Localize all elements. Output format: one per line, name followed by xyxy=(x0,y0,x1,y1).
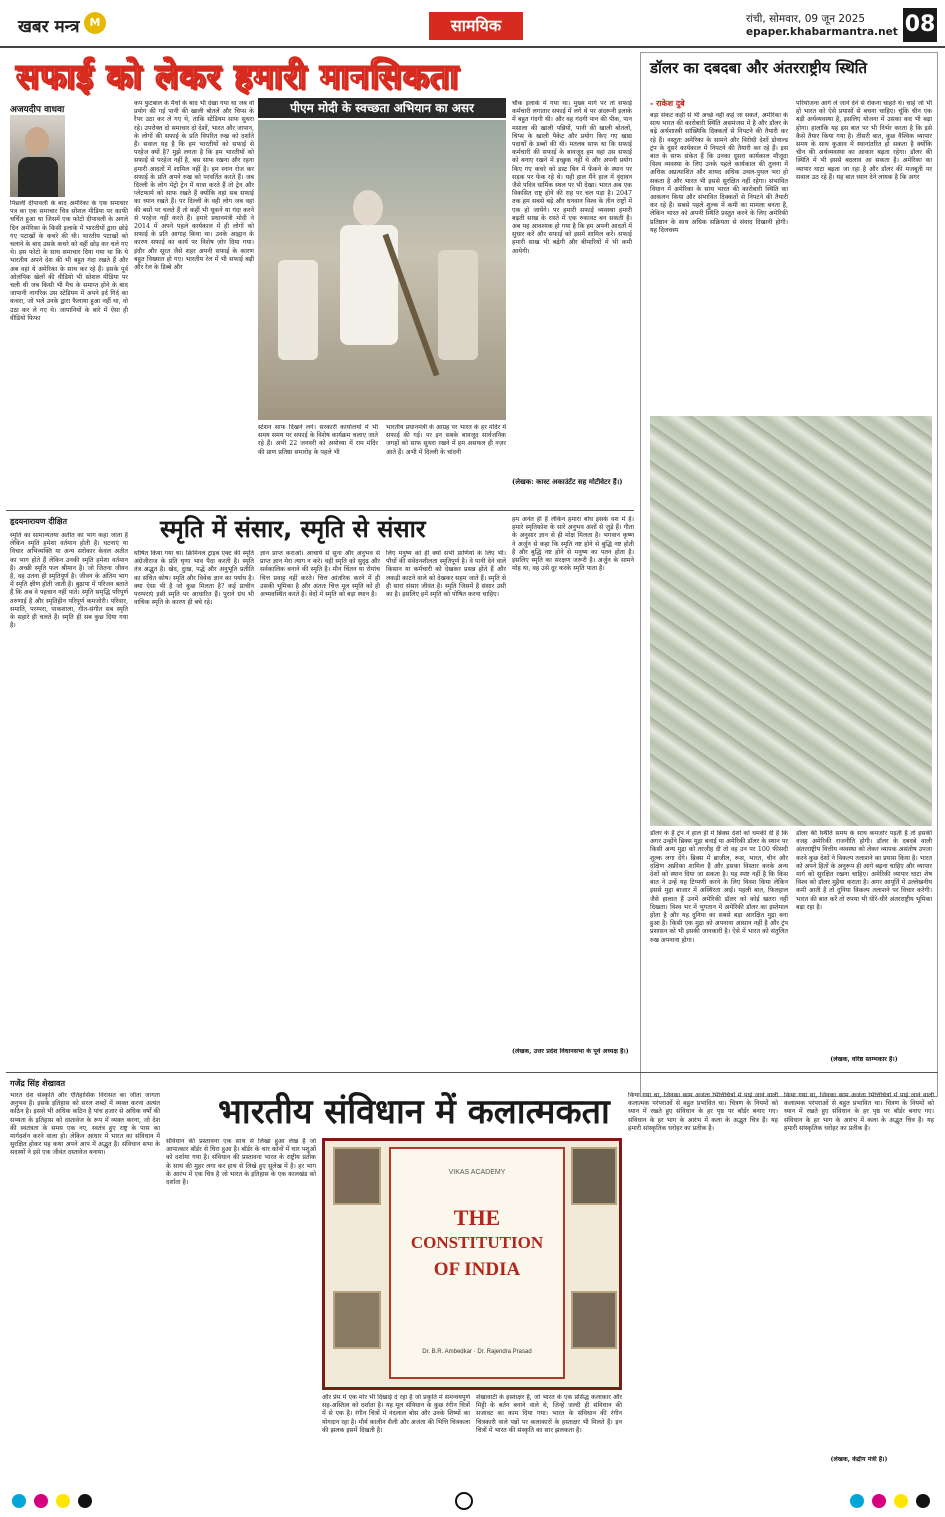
article2-col4: डॉलर की स्थिति समय के साथ कमजोर पड़ती है तो इसकी वजह अमेरिकी राजनीति होगी। डॉलर के दबदबे वाली अंतरराष्ट्रीय वित्तीय व्यवस्था को लेकर व्यापक असंतोष उपजा करने कुछ देशों ने विकल्प तलाशने का प्रयास किया है। भारत को अपने हितों के अनुरूप ही आगे बढ़ना चाहिए और व्यापार मार्ग को सुरक्षित रखना चाहिए। अमेरिकी व्यापार घाटा शेष विश्व को डॉलर मुहैया कराता है। अगर आपूर्ति में उल्लेखनीय कमी आती है तो दुनिया विकल्प तलाशने पर विचार करेगी। भारत की बात करें तो रुपया भी धीरे-धीरे अंतरराष्ट्रीय भूमिका बढ़ा रहा है। xyxy=(796,830,932,911)
article3-headline[interactable]: स्मृति में संसार, स्मृति से संसार xyxy=(160,515,426,543)
brand-name: खबर मन्त्र xyxy=(18,17,80,37)
article3-author: हृदयनारायण दीक्षित xyxy=(10,517,68,526)
article1-col1: पिछली दीपावली के बाद अमेरिका के एक समाचार पत्र का एक समाचार चित्र सोशल मीडिया पर काफी चर्चित हुआ था जिसमें एक फोटो दीपावली के अगले दिन अमेरिका के किसी इलाके में भारतीयों द्वारा छोड़े गए पटाखों के कचरे की थी। भारतीय पटाखों को चलाने के बाद उसके कचरे को वहीं छोड़ कर चले गए थे। इस फोटो के साथ समाचार दिया गया था कि ये भारतीय अपने देश की भी बहुत गंदा रखते हैं और अब वहां ये अमेरिका के साथ कर रहे हैं। इसके पूर्व ओलंपिक खेलों की वीडियो भी सोशल मीडिया पर चली थी जब किसी भी मैच के समाप्त होने के बाद जापानी नागरिक उस स्टेडियम में अपने इर्द गिर्द का कचरा, जो भले उनके द्वारा फैलाया हुआ नहीं था, वो उठा कर ले गए थे। जापानियों के बारे में ऐसा ही वीडियो फिफा xyxy=(10,200,128,322)
section-tag: सामयिक xyxy=(429,12,523,40)
article1-author: अजयदीप वाधवा xyxy=(10,105,65,115)
registration-dot-yellow-2 xyxy=(894,1494,908,1508)
article1-col5: चौक इलाके में गया था। मुख्य मार्ग पर तो सफाई कर्मचारी लगातार सफाई में लगे थे पर अंदरूनी इलाके में बहुत गंदगी थी। और वह गंदगी पान की पीक, पान मसाला की खाली पन्नियों, पानी की खाली बोतलों, चिप्स के खाली पैकेट और प्रयोग किए गए खाद्य पदार्थों के डब्बों की थी। मतलब साफ था कि सफाई कर्मचारी की सफाई के बावजूद हम वहां उस सफाई को बनाए रखने में इच्छुक नहीं थे और अपनी प्रयोग किए गए कचरे को डस्ट बिन में फेंकने के स्थान पर सड़क पर फेंक रहे थे। यही हाल मैंने हाल में वृंदावन जैसे पवित्र धार्मिक स्थल पर भी देखा। भारत अब एक विकसित राष्ट्र होने की राह पर चल पड़ा है। 2047 तक हम सबसे बड़े और धनवान विश्व के तीन राष्ट्रों में एक हो जायेंगे। पर हमारी सफाई व्यवस्था हमारी बढ़ती साख के रास्ते में एक रुकावट बन सकती है। अब यह आवश्यक हो गया है कि हम अपनी आदतों में सुधार करें और सफाई को इसमें शामिल करें। सफाई हमारी साख भी बढ़ेगी और बीमारियों में भी कमी आयेगी। xyxy=(512,100,632,255)
print-marks-bar xyxy=(0,1486,945,1517)
article2-col1: बड़ा संकट कहीं से भी अच्छे नहीं कहे जा सकते, अमेरिका के साथ भारत की कारोबारी स्थिति असमंजस में है और डॉलर के बढ़े अर्थशास्त्री सांख्यिकि दिक्कतों से निपटने की तैयारी कर रहे हैं। वस्तुतः अमेरिका के सामने और विरोधी देशों डोनाल्ड ट्रंप के दूसरे कार्यकाल में निपटने की तैयारी कर रहे हैं। इस बात के साफ संकेत हैं कि उनका दूसरा कार्यकाल मौजूदा विश्व व्यवस्था के लिए उनके पहले कार्यकाल की तुलना में अधिक अप्रत्याशित और शायद अधिक उथल-पुथल भरा हो सकता है और भारत भी इससे सुरक्षित नहीं रहेगा। संभावित विधान में अमेरिका के साथ भारत की कारोबारी स्थिति का आकलन किया और संभावित दिक्कतों से निपटने की तैयारी कर रहे हैं। सबसे पहले शुल्क में कमी का मामला बनता है, लेकिन भारत को अपनी स्थिति प्रस्तुत करने के लिए अमेरिकी प्रतिष्ठान के साथ अधिक सक्रियता से संवाद दिखानी होगी। यह दिलचस्प xyxy=(650,112,788,234)
registration-target-icon xyxy=(455,1492,473,1510)
article1-col2: कप फुटबाल के मैचों के बाद भी देखा गया था जब वो प्रयोग की गई पानी की खाली बोतलें और चिप्स के रैपर उठा कर ले गए थे, ताकि स्टेडियम साफ सुथरा रहे। उपरोक्त दो समाचार दो देशों, भारत और जापान, के लोगों की सफाई के प्रति विपरित रुख को दर्शाते हैं। सवाल यह है कि हम भारतीयों को सफाई से परहेज क्यों है? मुझे लगता है कि हम भारतीयों को सफाई से परहेज नहीं है, बस साफ रखना और रहना हमारी आदतों में शामिल नहीं है। हम स्नान रोज कर सफाई के प्रति अपने रुख को परवर्तित करते हैं। जब दिल्ली के लोग मेट्रो ट्रेन में यात्रा करते हैं तो ट्रेन और प्लेटफार्म को साफ रखते हैं क्योंकि वहां सब सफाई का ध्यान रखते हैं। पर दिल्ली के वही लोग जब वहां की बसों पर चलते हैं तो कहीं भी थूकने या गंदा करने से परहेज नहीं करते हैं। हमारे प्रधानमंत्री मोदी ने 2014 में अपने पहले कार्यकाल में ही लोगों को सफाई के प्रति आगाह किया था। उनके आह्वान के कारण सफाई का कार्य पर विशेष ज़ोर दिया गया। इंदौर और सूरत जैसे शहर अपनी सफाई के कारण बहुत विख्यात हो गए। भारतीय रेल में भी सफाई बढ़ी और रेल के डिब्बे और xyxy=(134,100,254,272)
article1-col4: भारतीय प्रधानमंत्री के आग्रह पर भारत के हर मंदिर में सफाई की गई। पर इन सबके बावजूद सार्वजनिक जगहों को साफ सुथरा रखने में हम असफल ही नज़र आते हैं। अभी में दिल्ली के चांदनी xyxy=(386,424,506,456)
book-publisher: VIKAS ACADEMY xyxy=(448,1169,506,1176)
article3-note: (लेखक, उत्तर प्रदेश विधानसभा के पूर्व अध्यक्ष हैं।) xyxy=(512,1048,629,1055)
registration-dot-black xyxy=(78,1494,92,1508)
article2-note: (लेखक, वरिष्ठ स्तम्भकार हैं।) xyxy=(830,1056,898,1063)
article4-col1: भारत देश संस्कृति और ऐतिहासिक विरासत का जीता जागता अनुभव है। इसके इतिहास को सरल शब्दों में व्यक्त करना अत्यंत कठिन है। इससे भी अधिक कठिन है पांच हजार से अधिक वर्षों की सभ्यता के इतिहास को दस्तावेज के रूप में व्यक्त करना, जो देश की स्वतंत्रता के समय एक नए, स्वतंत्र हुए राष्ट्र के पास का मार्गदर्शन करने वाला हो। लेकिन आधार में भारत का संविधान में सुरक्षित होकर यह कथा अपने आप में अद्भुत है। संविधान सभा के सदस्यों ने इसे एक जीवंत दस्तावेज बनाया। xyxy=(10,1092,160,1157)
article2-col3: डॉलर के हैं ट्रंप ने हाल ही में ब्रिक्स देशों को धमकी दी है कि अगर उन्होंने ब्रिक्स मुद्रा बनाई या अमेरिकी डॉलर के स्थान पर किसी अन्य मुद्रा को तरजीह दी तो वह उन पर 100 फीसदी शुल्क लगा देंगे। ब्रिक्स में ब्राजील, रूस, भारत, चीन और दक्षिण अफ्रीका शामिल हैं और इसका विस्तार करके अन्य देशों को स्थान दिया जा सकता है। यह स्पष्ट नहीं है कि किस बात ने उन्हें यह टिप्पणी करने के लिए विवश किया लेकिन इससे मुद्दा बाजार में अस्थिरता आई। पहली बात, फिलहाल जैसे हालात हैं उनमें अमेरिकी डॉलर को कोई खतरा नहीं दिखता। विश्व भर में भुगतान में अमेरिकी डॉलर का इस्तेमाल होता है और यह दुनिया का सबसे बड़ा आरक्षित मुद्रा बना हुआ है। किसी एक मुद्रा को अपनाना आसान नहीं है और ट्रंप प्रशासन को भी इसकी जानकारी है। ऐसे में भारत को संतुलित रुख अपनाना होगा। xyxy=(650,830,788,944)
constitution-book-cover xyxy=(322,1138,622,1390)
registration-dot-cyan-2 xyxy=(850,1494,864,1508)
article3-col4: लिए मनुष्य को ही क्यों सभी प्राणियों के लिए भी। पौधों की संवेदनशीलता स्मृतिपूर्ण है। वे पानी देने वाले किसान या कर्मचारी को देखकर प्रसन्न होते हैं और लकड़ी काटने वाले को देखकर सहम जाते हैं। स्मृति से ही सारा संसार जीवंत है। स्मृति जिसमें है संसार उसी का है। इसलिए हमें स्मृति को पोषित करना चाहिए। xyxy=(386,550,506,599)
registration-dot-yellow xyxy=(56,1494,70,1508)
page-header xyxy=(0,0,945,48)
divider-2 xyxy=(6,1072,938,1073)
article4-author: गजेंद्र सिंह शेखावत xyxy=(10,1079,66,1088)
brand-logo-icon: M xyxy=(84,12,106,34)
article2-col2: परियोजना आगे ले जाने देने से रोकना चाहते थे। चाहे जो भी हो भारत को ऐसे प्रयासों से बचना चाहिए। चूंकि चीन एक बड़ी अर्थव्यवस्था है, इसलिए योजना में उसका कद भी बढ़ा होगा। हालांकि यह इस बात पर भी निर्भर करता है कि इसे कैसे तैयार किया गया है। तीसरी बात, कुछ वैश्विक व्यापार समय के साथ कुआव में स्थानांतरित हो सकता है क्योंकि चीन की अर्थव्यवस्था का आकार बढ़ता रहेगा। डॉलर की स्थिति में भी इससे बदलाव आ सकता है। अमेरिका का व्यापार घाटा बढ़ता जा रहा है और डॉलर की मजबूती पर सवाल उठ रहे हैं। यह बात ध्यान देने लायक है कि अगर xyxy=(796,100,932,181)
article1-headline[interactable]: सफाई को लेकर हमारी मानसिकता xyxy=(16,57,460,97)
page-number: 08 xyxy=(903,8,937,42)
book-title-line1: THE xyxy=(453,1205,501,1230)
article2-author: - राकेश दुबे xyxy=(650,99,685,108)
book-credit: Dr. B.R. Ambedkar · Dr. Rajendra Prasad xyxy=(422,1349,532,1355)
article1-col3: स्टेशन साफ दिखने लगे। सरकारी कार्यालयों में भी समय समय पर सफाई के विशेष कार्यक्रम चलाए जाते रहे हैं। अभी 22 जनवरी को अयोध्या में राम मंदिर की प्राण प्रतिष्ठा समारोह के पहले भी xyxy=(258,424,378,456)
article4-col5: किया गया था, जिनका काम अजंता भित्तिचित्रों में पाई जाने वाली कलात्मक परंपराओं से बहुत प्रभावित था। चित्रण के नियमों को ध्यान में रखते हुए संविधान के हर पृष्ठ पर बॉर्डर बनाए गए। संविधान के हर भाग के आरंभ में कला के अद्भुत चित्र हैं। यह हमारी सांस्कृतिक धरोहर का प्रतीक है। xyxy=(628,1092,778,1132)
registration-dot-magenta-2 xyxy=(872,1494,886,1508)
divider-1 xyxy=(6,510,634,511)
article1-photo-caption: पीएम मोदी के स्वच्छता अभियान का असर xyxy=(258,98,506,118)
article3-col5: हम अनंत ही हैं लेकिन हमारा बोध इसके वश में है। हमारे स्मृतिकोश के सारे अनुभव अंशों से जुड़े हैं। गीता के अनुसार ज्ञान से ही मोक्ष मिलता है। भगवान कृष्ण ने अर्जुन से कहा कि स्मृति नष्ट होने से बुद्धि नष्ट होती है और बुद्धि नष्ट होने से मनुष्य का पतन होता है। इसलिए स्मृति का संरक्षण जरूरी है। अर्जुन के सामने मोह था, वह उसे दूर करके स्मृति पाता है। xyxy=(512,516,634,573)
article4-note: (लेखक, केंद्रीय मंत्री हैं।) xyxy=(830,1456,888,1463)
article3-col1: स्मृति का सामान्यतया अतीत का भाग कहा जाता है लेकिन स्मृति हमेशा वर्तमान होती है। घटनाएं या विचार अभिव्यक्ति या अन्य सरोकार केवल अतीत का भाग होते हैं लेकिन उनकी स्मृति हमेशा वर्तमान है। अच्छी स्मृति फल श्रीमान है। जो जितना जीवन है, वह उतना ही स्मृतिपूर्ण है। जीवन के अंतिम भाग में स्मृति क्षीण होती जाती है। बुढ़ापा में परिजन बताते हैं कि अब वे पहचान नहीं पाते। स्मृति समृद्धि परिपूर्ण तरुणाई है और स्मृतिहीन परिपूर्ण कमजोरी। परिवार, समाति, परम्परा, पाकशाला, गीत-संगीत सब स्मृति के सहारे ही चलते हैं। स्मृति ही सब कुछ दिया गया है। xyxy=(10,532,128,630)
registration-dot-cyan xyxy=(12,1494,26,1508)
article4-col4: शेखावाटी के हस्ताक्षर हैं, जो भारत के एक प्रसिद्ध कलाकार और मिट्टी के बर्तन बनाने वाले थे, जिन्हें जल्दी ही संविधान की सजावट का काम दिया गया। भारत के संविधान की रंगीन चित्रकारी वाले पन्नों पर कलाकारों के हस्ताक्षर भी मिलते हैं। इन चित्रों में भारत की संस्कृति का सार झलकता है। xyxy=(476,1394,622,1434)
author-photo xyxy=(10,115,65,197)
article4-headline[interactable]: भारतीय संविधान में कलात्मकता xyxy=(218,1092,610,1132)
epaper-url[interactable]: epaper.khabarmantra.net xyxy=(746,26,898,38)
article3-col3: ज्ञान प्राप्त कराओ। आचार्य से सुना और अनुभव से प्राप्त ज्ञान मेरा त्याग न करे। वही स्मृति को सुदृढ़ और सर्वकालिक बनाने की स्मृति है। मौन चिंतन या रोमांच चित्त प्रवाह नहीं करते। चित्त आंतरिक करने में ही उसकी भूमिका है और अंततः चित्त मूल स्मृति को ही अभ्यवस्थित करते हैं। वेदों में स्मृति को बड़ा स्थान है। xyxy=(260,550,380,599)
article1-note: (लेखक: कास्ट अकाउंटेंट सह मोटीवेटर हैं।) xyxy=(512,478,623,486)
registration-dot-magenta xyxy=(34,1494,48,1508)
article2-headline[interactable]: डॉलर का दबदबा और अंतरराष्ट्रीय स्थिति xyxy=(650,59,868,77)
book-title-line3: OF INDIA xyxy=(433,1259,521,1280)
article3-col2: घोषित किया गया था। क्रिमिनल ट्राइब एक्ट की स्मृति अंग्रेजीराज के प्रति घृणा भाव पैदा करती है। स्मृति तंत्र अद्भुत है। खेद, दुःख, पद्धे और अनुभूति प्रतीति का संचित कोष। स्मृति और विवेक ज्ञान का पर्याय है। क्या ऐसा भी है जो कुछ मिलता है? कई प्राचीन परम्पराएं इसी स्मृति पर आधारित हैं। पुराने ग्रंथ भी वाचिक स्मृति के कारण ही बचे रहे। xyxy=(134,550,254,607)
article4-col2: संविधान की प्रस्तावना एक साथ से लिखा हुआ लेख है जो आपात्कार बॉर्डर से घिरा हुआ है। बॉर्डर के चार कोनों में चार पशुओं को दर्शाया गया है। संविधान की प्रस्तावना भारत के राष्ट्रीय प्रतीक के साथ की मुहर लगा कर हाथ से लिखे हुए सुलेख में है। हर भाग के आरंभ में एक चित्र है जो भारत के इतिहास के एक कालखंड को दर्शाता है। xyxy=(166,1138,316,1187)
dateline xyxy=(746,13,898,39)
article4-col3: और प्रेम में एक मोर भी दिखाई दे रहा है जो प्रकृति में समन्वयपूर्ण सह-अस्तित्व को दर्शाता है। यह मूल संविधान के कुछ रंगीन चित्रों में से एक है। रंगीन चित्रों में नंदलाल बोस और उनके शिष्यों का योगदान रहा है। मौर्य कालीन शैली और अजंता की भित्ति चित्रकला की झलक इसमें दिखती है। xyxy=(322,1394,470,1434)
article1-photo xyxy=(258,120,506,420)
registration-dot-black-2 xyxy=(916,1494,930,1508)
dollar-bills-photo xyxy=(650,416,932,826)
date-text: रांची, सोमवार, 09 जून 2025 xyxy=(746,13,866,25)
article4-col6: किया गया था, जिनका काम अजंता भित्तिचित्रों में पाई जाने वाली कलात्मक परंपराओं से बहुत प्रभावित था। चित्रण के नियमों को ध्यान में रखते हुए संविधान के हर पृष्ठ पर बॉर्डर बनाए गए। संविधान के हर भाग के आरंभ में कला के अद्भुत चित्र हैं। यह हमारी सांस्कृतिक धरोहर का प्रतीक है। xyxy=(784,1092,934,1132)
book-title-line2: CONSTITUTION xyxy=(410,1233,544,1252)
